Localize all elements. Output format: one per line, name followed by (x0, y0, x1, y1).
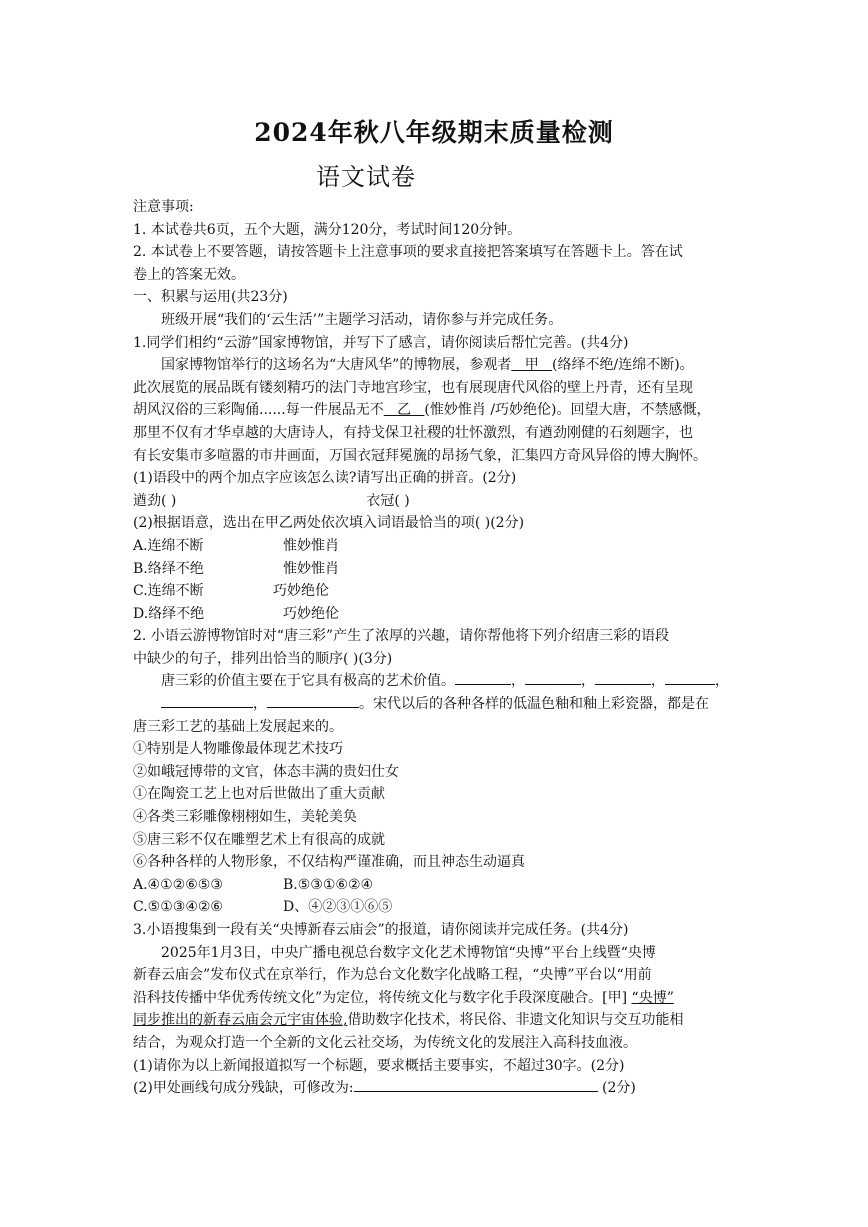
section1-heading: 一、积累与运用(共23分) (133, 289, 288, 306)
q1-sub1-answers (133, 490, 741, 513)
notes-heading: 注意事项: (133, 199, 194, 215)
answer-blank (161, 693, 253, 708)
q2-stem-a: 2. 小语云游博物馆时对“唐三彩”产生了浓厚的兴趣，请你帮他将下列介绍唐三彩的语段 (133, 628, 670, 645)
pinyin-answer-blank: ( ) (394, 492, 410, 509)
option-value: 巧妙绝伦 (273, 583, 329, 600)
option-row (133, 580, 741, 603)
q2-paragraph-line1: 唐三彩的价值主要在于它具有极高的艺术价值。 ， ， ， ， (133, 670, 741, 693)
q1-paragraph-line4: 那里不仅有才华卓越的大唐诗人，有持戈保卫社稷的壮怀激烈，有遒劲刚健的石刻题字，也 (133, 424, 693, 441)
q3-sub2-text: (2)甲处画线句成分残缺，可修改为: (133, 1080, 354, 1097)
answer-blank (665, 670, 715, 685)
q2-options-row1 (133, 874, 741, 897)
option-label: D、④②③①⑥⑤ (283, 899, 393, 916)
q1-para-text: (络绎不绝/连绵不断)。 (552, 357, 694, 374)
dotted-char: 劲 (147, 492, 161, 509)
exam-title: 2024年秋八年级期末质量检测 (254, 118, 614, 147)
q2-paragraph-line3: 唐三彩工艺的基础上发展起来的。 (133, 718, 343, 735)
option-value: 惟妙惟肖 (283, 537, 339, 554)
q1-sub1: (1)语段中的两个加点字应该怎么读?请写出正确的拼音。(2分) (133, 470, 517, 487)
q2-para-text: 。宋代以后的各种各样的低温色釉和釉上彩瓷器，都是在 (359, 696, 709, 713)
q2-options-row2 (133, 896, 741, 919)
q1-para-text: 胡风汉俗的三彩陶俑......每一件展品无不 (133, 402, 384, 419)
blank-yi-label: 乙 (397, 402, 412, 419)
option-label: A.连绵不断 (133, 537, 204, 554)
exam-content (133, 196, 741, 1100)
q3-paragraph-line5: 结合，为观众打造一个全新的文化云社交场，为传统文化的发展注入高科技血液。 (133, 1034, 637, 1051)
q2-item: ②如峨冠博带的文官，体态丰满的贵妇仕女 (133, 763, 399, 780)
option-value: 惟妙惟肖 (283, 560, 339, 577)
q1-sub2: (2)根据语意，选出在甲乙两处依次填入词语最恰当的项( )(2分) (133, 515, 525, 532)
option-value: 巧妙绝伦 (283, 605, 339, 622)
q1-paragraph-line3 (133, 399, 741, 422)
q1-paragraph-line2: 此次展览的展品既有镂刻精巧的法门寺地宫珍宝，也有展现唐代风俗的壁上丹青，还有呈现 (133, 379, 693, 396)
q3-sub2-score: (2分) (602, 1080, 636, 1097)
blank-jia-label: 甲 (524, 357, 539, 374)
answer-blank (267, 693, 359, 708)
pinyin-char: 遒 (133, 492, 147, 509)
underlined-sentence: 同步推出的新春云庙会元宇宙体验, (133, 1012, 348, 1029)
q2-para-text: 唐三彩的价值主要在于它具有极高的艺术价值。 (161, 673, 455, 690)
option-row (133, 558, 741, 581)
option-row (133, 603, 741, 626)
pinyin-answer-blank: ( ) (161, 492, 177, 509)
q3-sub2 (133, 1077, 741, 1100)
option-row (133, 535, 741, 558)
q3-paragraph-line4 (133, 1009, 741, 1032)
answer-blank (354, 1077, 598, 1092)
answer-blank (525, 670, 581, 685)
notes-item-2a: 2. 本试卷上不要答题，请按答题卡上注意事项的要求直接把答案填写在答题卡上。答在试 (133, 244, 683, 261)
underlined-sentence: “央博” (631, 989, 674, 1006)
q2-item: ⑤唐三彩不仅在雕塑艺术上有很高的成就 (133, 831, 385, 848)
q1-paragraph-line5: 有长安集市多喧嚣的市井画面，万国衣冠拜冕旒的昂扬气象，汇集四方奇风异俗的博大胸怀。 (133, 447, 707, 464)
notes-item-2b: 卷上的答案无效。 (133, 266, 245, 283)
q1-para-text: 国家博物馆举行的这场名为“大唐风华”的博物展，参观者 (161, 357, 512, 374)
q2-item: ①在陶瓷工艺上也对后世做出了重大贡献 (133, 786, 385, 803)
q1-paragraph-line1 (133, 354, 741, 377)
dotted-char: 冠 (380, 492, 395, 509)
blank-yi (384, 402, 425, 418)
answer-blank (455, 670, 511, 685)
notes-item-1: 1. 本试卷共6页，五个大题，满分120分，考试时间120分钟。 (133, 221, 522, 238)
q3-paragraph-line2: 新春云庙会”发布仪式在京举行，作为总台文化数字化战略工程，“央博”平台以“用前 (133, 967, 652, 984)
q3-sub1: (1)请你为以上新闻报道拟写一个标题，要求概括主要事实，不超过30字。(2分) (133, 1057, 625, 1074)
q3-para-text: 借助数字化技术，将民俗、非遗文化知识与交互功能相 (347, 1012, 684, 1029)
option-label: D.络绎不绝 (133, 605, 205, 622)
q2-stem-b: 中缺少的句子，排列出恰当的顺序( )(3分) (133, 650, 393, 667)
q3-para-text: 沿科技传播中华优秀传统文化”为定位，将传统文化与数字化手段深度融合。[甲] (133, 989, 628, 1006)
q2-paragraph-line2: ， 。宋代以后的各种各样的低温色釉和釉上彩瓷器，都是在 (133, 693, 741, 716)
option-label: B.络绎不绝 (133, 560, 204, 577)
option-label: C.⑤①③④②⑥ (133, 899, 223, 916)
q3-paragraph-line3 (133, 987, 741, 1010)
option-label: C.连绵不断 (133, 583, 204, 600)
q3-paragraph-line1: 2025年1月3日，中央广播电视总台数字文化艺术博物馆“央博”平台上线暨“央博 (161, 944, 656, 961)
q1-para-text: (惟妙惟肖 /巧妙绝伦)。回望大唐，不禁感慨， (424, 402, 711, 419)
option-label: A.④①②⑥⑤③ (133, 876, 223, 893)
option-label: B.⑤③①⑥②④ (283, 876, 374, 893)
answer-blank (595, 670, 651, 685)
q2-item: ⑥各种各样的人物形象，不仅结构严谨准确，而且神态生动逼真 (133, 854, 525, 871)
blank-jia (511, 357, 552, 373)
exam-subtitle: 语文试卷 (316, 163, 416, 191)
q3-stem: 3.小语搜集到一段有关“央博新春云庙会”的报道，请你阅读并完成任务。(共4分) (133, 922, 629, 938)
section1-intro: 班级开展“我们的‘云生活’”主题学习活动，请你参与并完成任务。 (161, 311, 563, 328)
pinyin-char: 衣 (366, 492, 381, 509)
q2-item: ④各类三彩雕像栩栩如生，美轮美奂 (133, 809, 357, 826)
q1-stem: 1.同学们相约“云游”国家博物馆，并写下了感言，请你阅读后帮忙完善。(共4分) (133, 334, 629, 351)
q2-item: ①特别是人物雕像最体现艺术技巧 (133, 741, 343, 758)
